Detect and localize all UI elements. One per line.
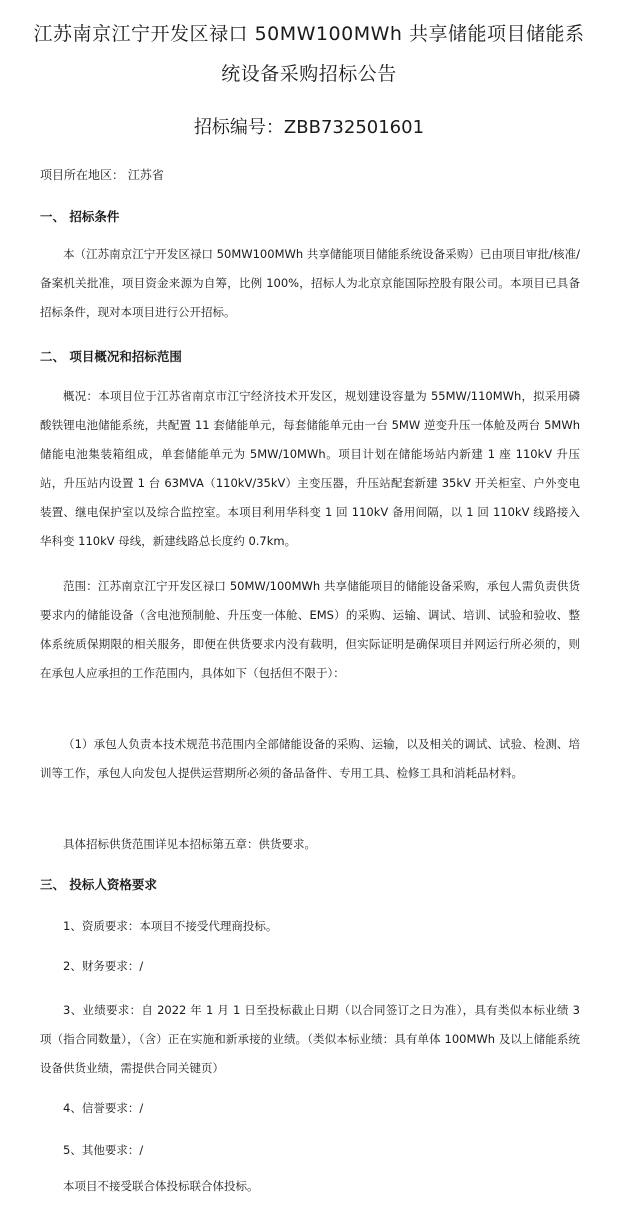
section-1-paragraph: 本（江苏南京江宁开发区禄口 50MW100MWh 共享储能项目储能系统设备采购）已由项目审批/核准/备案机关批准，项目资金来源为自筹，比例 100%，招标人为北京京能国际控股有限公司。本项目已具备招标条件，现对本项目进行公开招标。 (40, 247, 580, 319)
section-3-qualification: 1、资质要求：本项目不接受代理商投标。 (63, 919, 278, 933)
section-3-other: 5、其他要求：/ (63, 1143, 144, 1157)
section-3-heading: 三、 投标人资格要求 (40, 877, 157, 892)
section-3-financial: 2、财务要求：/ (63, 959, 144, 973)
section-3-credit: 4、信誉要求：/ (63, 1101, 144, 1115)
tender-code: 招标编号：ZBB732501601 (193, 117, 425, 138)
section-2-heading: 二、 项目概况和招标范围 (40, 349, 182, 364)
section-2-scope: 范围：江苏南京江宁开发区禄口 50MW/100MWh 共享储能项目的储能设备采购，承包人需负责供货要求内的储能设备（含电池预制舱、升压变一体舱、EMS）的采购、运输、调试、培训、试验和验收、整体系统质保期限的相关服务，即便在供货要求内没有载明，但实际证明是确保项目并网运行所必须的，则在承包人应承担的工作范围内，具体如下（包括但不限于）： (40, 579, 580, 680)
section-2-item-1: （1）承包人负责本技术规范书范围内全部储能设备的采购、运输，以及相关的调试、试验、检测、培训等工作，承包人向发包人提供运营期所必须的备品备件、专用工具、检修工具和消耗品材料。 (40, 737, 580, 780)
section-2-supply-note: 具体招标供货范围详见本招标第五章：供货要求。 (63, 837, 316, 851)
document-title: 江苏南京江宁开发区禄口 50MW100MWh 共享储能项目储能系统设备采购招标公告 (33, 23, 585, 85)
section-1-heading: 一、 招标条件 (40, 209, 120, 224)
section-2-overview: 概况：本项目位于江苏省南京市江宁经济技术开发区，规划建设容量为 55MW/110MWh，拟采用磷酸铁锂电池储能系统，共配置 11 套储能单元，每套储能单元由一台 5MW 逆变升压一体舱及两台 5MWh 储能电池集装箱组成，单套储能单元为 5MW/10MWh。项目计划在储能场站内新建 1 座 110kV 升压站，升压站内设置 1 台 63MVA（110kV/35kV）主变压器，升压站配套新建 35kV 开关柜室、户外变电装置、继电保护室以及综合监控室。本项目利用华科变 1 回 110kV 备用间隔，以 1 回 110kV 线路接入华科变 110kV 母线，新建线路总长度约 0.7km。 (40, 389, 580, 548)
section-3-performance: 3、业绩要求：自 2022 年 1 月 1 日至投标截止日期（以合同签订之日为准），具有类似本标业绩 3 项（指合同数量），（含）正在实施和新承接的业绩。（类似本标业绩：具有单体 100MWh 及以上储能系统设备供货业绩，需提供合同关键页） (40, 1003, 580, 1075)
project-region: 项目所在地区： 江苏省 (40, 168, 164, 182)
section-3-consortium-note: 本项目不接受联合体投标联合体投标。 (63, 1179, 259, 1193)
announcement-page (0, 14, 618, 1211)
